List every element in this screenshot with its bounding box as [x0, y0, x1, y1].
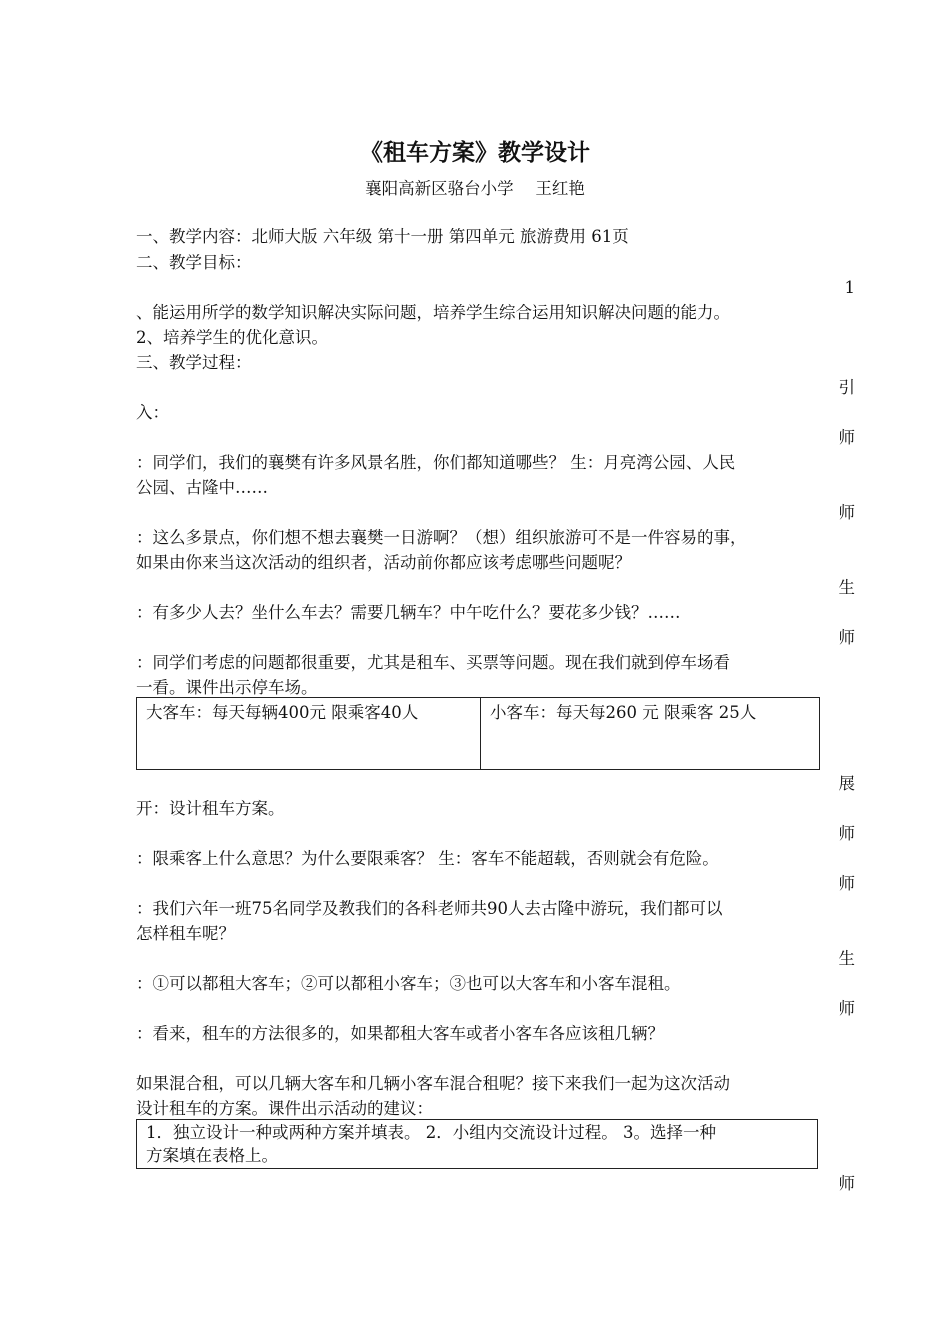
teacher-line: ：同学们考虑的问题都很重要，尤其是租车、买票等问题。现在我们就到停车场看 [136, 653, 730, 672]
small-bus-cell: 小客车：每天每260 元 限乘客 25人 [490, 703, 757, 722]
teacher-line: ：同学们，我们的襄樊有许多风景名胜，你们都知道哪些？ 生：月亮湾公园、人民 [136, 453, 736, 472]
teacher-label: 师 [838, 874, 855, 893]
teacher-label: 师 [838, 824, 855, 843]
expand-char: 展 [838, 774, 855, 793]
goal-1-text: 、能运用所学的数学知识解决实际问题，培养学生综合运用知识解决问题的能力。 [136, 303, 730, 322]
teacher-label: 师 [838, 628, 855, 647]
paragraph-line: 设计租车的方案。课件出示活动的建议： [136, 1099, 433, 1118]
process-heading: 三、教学过程： [136, 353, 252, 372]
teaching-content-line: 一、教学内容：北师大版 六年级 第十一册 第四单元 旅游费用 61页 [136, 227, 629, 246]
teacher-line: ：看来，租车的方法很多的，如果都租大客车或者小客车各应该租几辆？ [136, 1024, 664, 1043]
suggestion-line: 1．独立设计一种或两种方案并填表。 2．小组内交流设计过程。 3。选择一种 [146, 1123, 716, 1142]
intro-char: 引 [838, 378, 855, 397]
big-bus-cell: 大客车：每天每辆400元 限乘客40人 [146, 703, 419, 722]
paragraph-line: 如果混合租，可以几辆大客车和几辆小客车混合租呢？接下来我们一起为这次活动 [136, 1074, 730, 1093]
document-author: 襄阳高新区骆台小学 王红艳 [365, 179, 585, 198]
suggestion-box [136, 1119, 818, 1169]
teacher-label: 师 [838, 999, 855, 1018]
teacher-line: ：这么多景点，你们想不想去襄樊一日游啊？（想）组织旅游可不是一件容易的事， [136, 528, 747, 547]
student-label: 生 [838, 949, 855, 968]
teacher-line-cont: 怎样租车呢？ [136, 924, 235, 943]
student-line: ：有多少人去？坐什么车去？需要几辆车？中午吃什么？要花多少钱？…… [136, 603, 681, 622]
teacher-line-cont: 公园、古隆中…… [136, 478, 268, 497]
teacher-line: ：限乘客上什么意思？为什么要限乘客？ 生：客车不能超载，否则就会有危险。 [136, 849, 719, 868]
teaching-goal-heading: 二、教学目标： [136, 253, 252, 272]
teacher-label: 师 [838, 503, 855, 522]
goal-2-text: 2、培养学生的优化意识。 [136, 328, 328, 347]
goal-1-number: 1 [844, 278, 855, 297]
table-divider [480, 698, 481, 769]
teacher-line-cont: 一看。课件出示停车场。 [136, 678, 318, 697]
intro-text: 入： [136, 403, 169, 422]
bus-table [136, 697, 820, 770]
teacher-label: 师 [838, 428, 855, 447]
teacher-line: ：我们六年一班75名同学及教我们的各科老师共90人去古隆中游玩，我们都可以 [136, 899, 723, 918]
suggestion-line: 方案填在表格上。 [146, 1146, 278, 1165]
student-line: ：①可以都租大客车；②可以都租小客车；③也可以大客车和小客车混租。 [136, 974, 681, 993]
document-title: 《租车方案》教学设计 [360, 139, 590, 166]
student-label: 生 [838, 578, 855, 597]
teacher-line-cont: 如果由你来当这次活动的组织者，活动前你都应该考虑哪些问题呢？ [136, 553, 631, 572]
teacher-label: 师 [838, 1174, 855, 1193]
expand-text: 开：设计租车方案。 [136, 799, 285, 818]
